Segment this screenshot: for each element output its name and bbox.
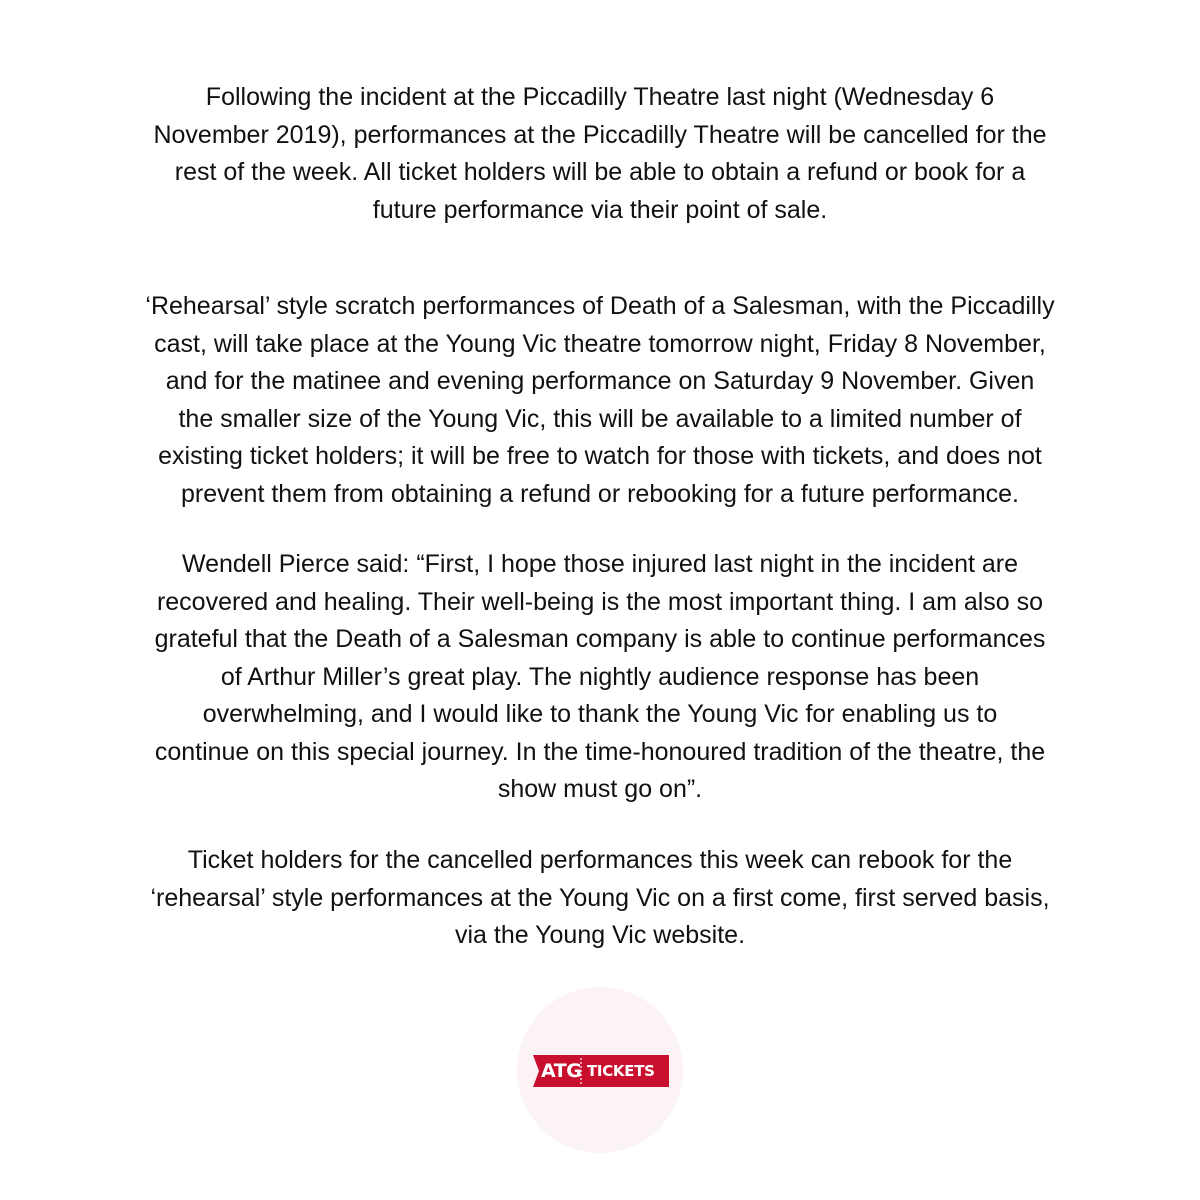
text-line: Ticket holders for the cancelled performances this week can rebook for the (187, 846, 1013, 874)
text-line: Following the incident at the Piccadilly Theatre last night (Wednesday 6 (205, 83, 995, 111)
text-line: ‘Rehearsal’ style scratch performances of Death of a Salesman, with the Piccadilly (145, 292, 1055, 320)
atg-tickets-logo (533, 1055, 669, 1087)
text-line: cast, will take place at the Young Vic theatre tomorrow night, Friday 8 November, (154, 329, 1046, 358)
text-line: November 2019), performances at the Piccadilly Theatre will be cancelled for the (153, 120, 1047, 149)
text-line: rest of the week. All ticket holders will be able to obtain a refund or book for a (174, 158, 1026, 186)
text-line: show must go on”. (497, 775, 703, 803)
paragraph-cancellation-notice (0, 79, 1200, 229)
text-line: existing ticket holders; it will be free to watch for those with tickets, and does not (158, 442, 1042, 470)
text-line: ‘rehearsal’ style performances at the Young Vic on a first come, first served basis, (150, 883, 1050, 912)
text-line: grateful that the Death of a Salesman company is able to continue performances (154, 625, 1046, 653)
logo-brand-primary: ATG (541, 1060, 582, 1082)
paragraph-wendell-pierce-quote (0, 546, 1200, 809)
paragraph-rebooking-info (0, 842, 1200, 955)
text-line: of Arthur Miller’s great play. The nightly audience response has been (220, 662, 980, 691)
text-line: Wendell Pierce said: “First, I hope those injured last night in the incident are (181, 550, 1019, 578)
text-line: the smaller size of the Young Vic, this will be available to a limited number of (178, 404, 1022, 433)
text-line: future performance via their point of sale. (372, 195, 828, 224)
paragraph-rehearsal-performances (0, 288, 1200, 513)
text-line: prevent them from obtaining a refund or rebooking for a future performance. (181, 479, 1019, 508)
text-line: via the Young Vic website. (454, 921, 746, 949)
text-line: recovered and healing. Their well-being is the most important thing. I am also so (156, 587, 1044, 616)
text-line: overwhelming, and I would like to thank the Young Vic for enabling us to (202, 700, 998, 728)
text-line: continue on this special journey. In the time-honoured tradition of the theatre, the (154, 737, 1046, 766)
logo-brand-secondary: TICKETS (587, 1062, 655, 1080)
text-line: and for the matinee and evening performance on Saturday 9 November. Given (165, 367, 1035, 395)
